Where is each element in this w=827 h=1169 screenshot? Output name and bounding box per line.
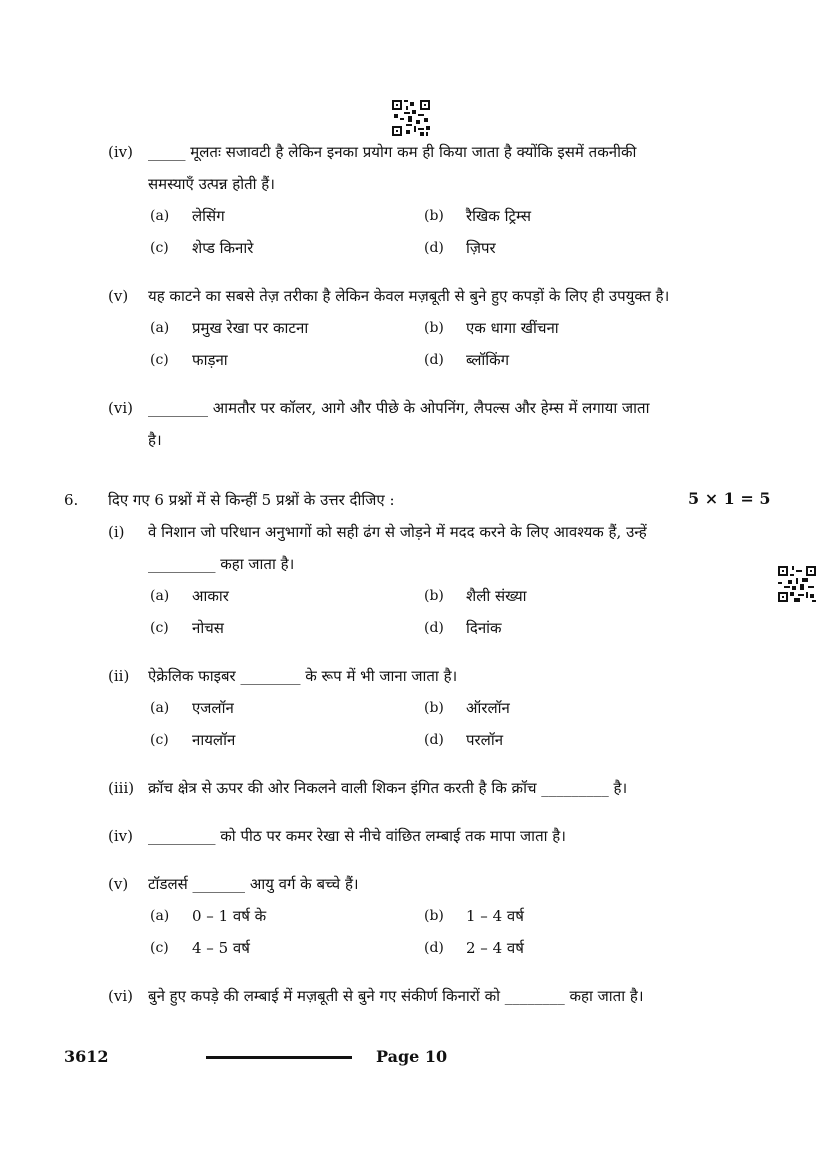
q5-iv-text-line1: _____ मूलतः सजावटी है लेकिन इनका प्रयोग कम ही किया जाता है क्योंकि इसमें तकनीकी <box>148 143 637 161</box>
q5-iv-text-line2: समस्याएँ उत्पन्न होती हैं। <box>148 175 275 193</box>
q6-ii-option-b: ऑरलॉन <box>466 699 510 717</box>
q5-iv-option-b: रैखिक ट्रिम्स <box>466 207 532 225</box>
q6-ii-number: (ii) <box>108 667 130 685</box>
q5-iv-option-b-letter: (b) <box>424 208 444 224</box>
q5-v-option-a: प्रमुख रेखा पर काटना <box>192 319 309 337</box>
q6-v-option-a: 0 – 1 वर्ष के <box>192 907 267 925</box>
q6-i-option-c: नोचस <box>192 619 224 637</box>
q6-i-option-c-letter: (c) <box>150 620 169 636</box>
q6-i-text-line2: _________ कहा जाता है। <box>148 555 295 573</box>
page-number: Page 10 <box>376 1047 448 1066</box>
q6-i-text-line1: वे निशान जो परिधान अनुभागों को सही ढंग से जोड़ने में मदद करने के लिए आवश्यक हैं, उन्हें <box>148 523 647 541</box>
paper-code: 3612 <box>64 1047 109 1066</box>
q6-iv-number: (iv) <box>108 827 133 845</box>
q5-iv-option-d-letter: (d) <box>424 240 444 256</box>
q6-v-option-d-letter: (d) <box>424 940 444 956</box>
q5-iv-option-c: शेप्ड किनारे <box>192 239 254 257</box>
q5-vi-text-line1: ________ आमतौर पर कॉलर, आगे और पीछे के ओपनिंग, लैपल्स और हेम्स में लगाया जाता <box>148 399 650 417</box>
q6-ii-option-c: नायलॉन <box>192 731 236 749</box>
q5-v-option-b-letter: (b) <box>424 320 444 336</box>
q6-v-option-d: 2 – 4 वर्ष <box>466 939 524 957</box>
q6-v-option-b: 1 – 4 वर्ष <box>466 907 524 925</box>
q6-vi-text: बुने हुए कपड़े की लम्बाई में मज़बूती से बुने गए संकीर्ण किनारों को ________ कहा जाता है। <box>148 987 644 1005</box>
q6-ii-option-d: परलॉन <box>466 731 504 749</box>
q5-v-option-b: एक धागा खींचना <box>466 319 559 337</box>
q6-marks: 5 × 1 = 5 <box>688 489 771 508</box>
q6-i-option-d-letter: (d) <box>424 620 444 636</box>
q6-iv-text: _________ को पीठ पर कमर रेखा से नीचे वांछित लम्बाई तक मापा जाता है। <box>148 827 566 845</box>
q5-iv-option-a-letter: (a) <box>150 208 170 224</box>
footer-divider <box>206 1056 352 1059</box>
q6-iii-number: (iii) <box>108 779 135 797</box>
q6-ii-option-a: एजलॉन <box>192 699 234 717</box>
q5-v-number: (v) <box>108 287 129 305</box>
q6-ii-option-c-letter: (c) <box>150 732 169 748</box>
q6-i-option-a: आकार <box>192 587 229 605</box>
q6-i-option-a-letter: (a) <box>150 588 170 604</box>
q5-v-option-c-letter: (c) <box>150 352 169 368</box>
q6-vi-number: (vi) <box>108 987 133 1005</box>
q5-v-option-c: फाड़ना <box>192 351 228 369</box>
qr-code-top <box>392 100 430 136</box>
q6-i-option-b-letter: (b) <box>424 588 444 604</box>
q6-instruction: दिए गए 6 प्रश्नों में से किन्हीं 5 प्रश्नों के उत्तर दीजिए : <box>108 491 395 509</box>
q6-v-number: (v) <box>108 875 129 893</box>
q6-v-text: टॉडलर्स _______ आयु वर्ग के बच्चे हैं। <box>148 875 359 893</box>
q6-ii-option-b-letter: (b) <box>424 700 444 716</box>
q5-iv-option-a: लेसिंग <box>192 207 225 225</box>
q5-vi-text-line2: है। <box>148 431 162 449</box>
q6-iii-text: क्रॉच क्षेत्र से ऊपर की ओर निकलने वाली शिकन इंगित करती है कि क्रॉच _________ है। <box>148 779 628 797</box>
q5-v-option-d-letter: (d) <box>424 352 444 368</box>
qr-code-side <box>778 566 816 602</box>
q5-iv-option-c-letter: (c) <box>150 240 169 256</box>
q6-ii-option-d-letter: (d) <box>424 732 444 748</box>
q6-number: 6. <box>64 491 79 509</box>
q6-v-option-c: 4 – 5 वर्ष <box>192 939 250 957</box>
q6-v-option-b-letter: (b) <box>424 908 444 924</box>
q6-i-option-d: दिनांक <box>466 619 502 637</box>
q6-i-option-b: शैली संख्या <box>466 587 527 605</box>
q6-ii-text: ऐक्रेलिक फाइबर ________ के रूप में भी जाना जाता है। <box>148 667 458 685</box>
q5-vi-number: (vi) <box>108 399 133 417</box>
q6-v-option-c-letter: (c) <box>150 940 169 956</box>
q5-v-option-d: ब्लॉकिंग <box>466 351 510 369</box>
q5-iv-option-d: ज़िपर <box>466 239 496 257</box>
q6-v-option-a-letter: (a) <box>150 908 170 924</box>
q6-ii-option-a-letter: (a) <box>150 700 170 716</box>
q6-i-number: (i) <box>108 523 125 541</box>
q5-v-option-a-letter: (a) <box>150 320 170 336</box>
q5-iv-number: (iv) <box>108 143 133 161</box>
q5-v-text: यह काटने का सबसे तेज़ तरीका है लेकिन केवल मज़बूती से बुने हुए कपड़ों के लिए ही उपयुक्त है। <box>148 287 670 305</box>
